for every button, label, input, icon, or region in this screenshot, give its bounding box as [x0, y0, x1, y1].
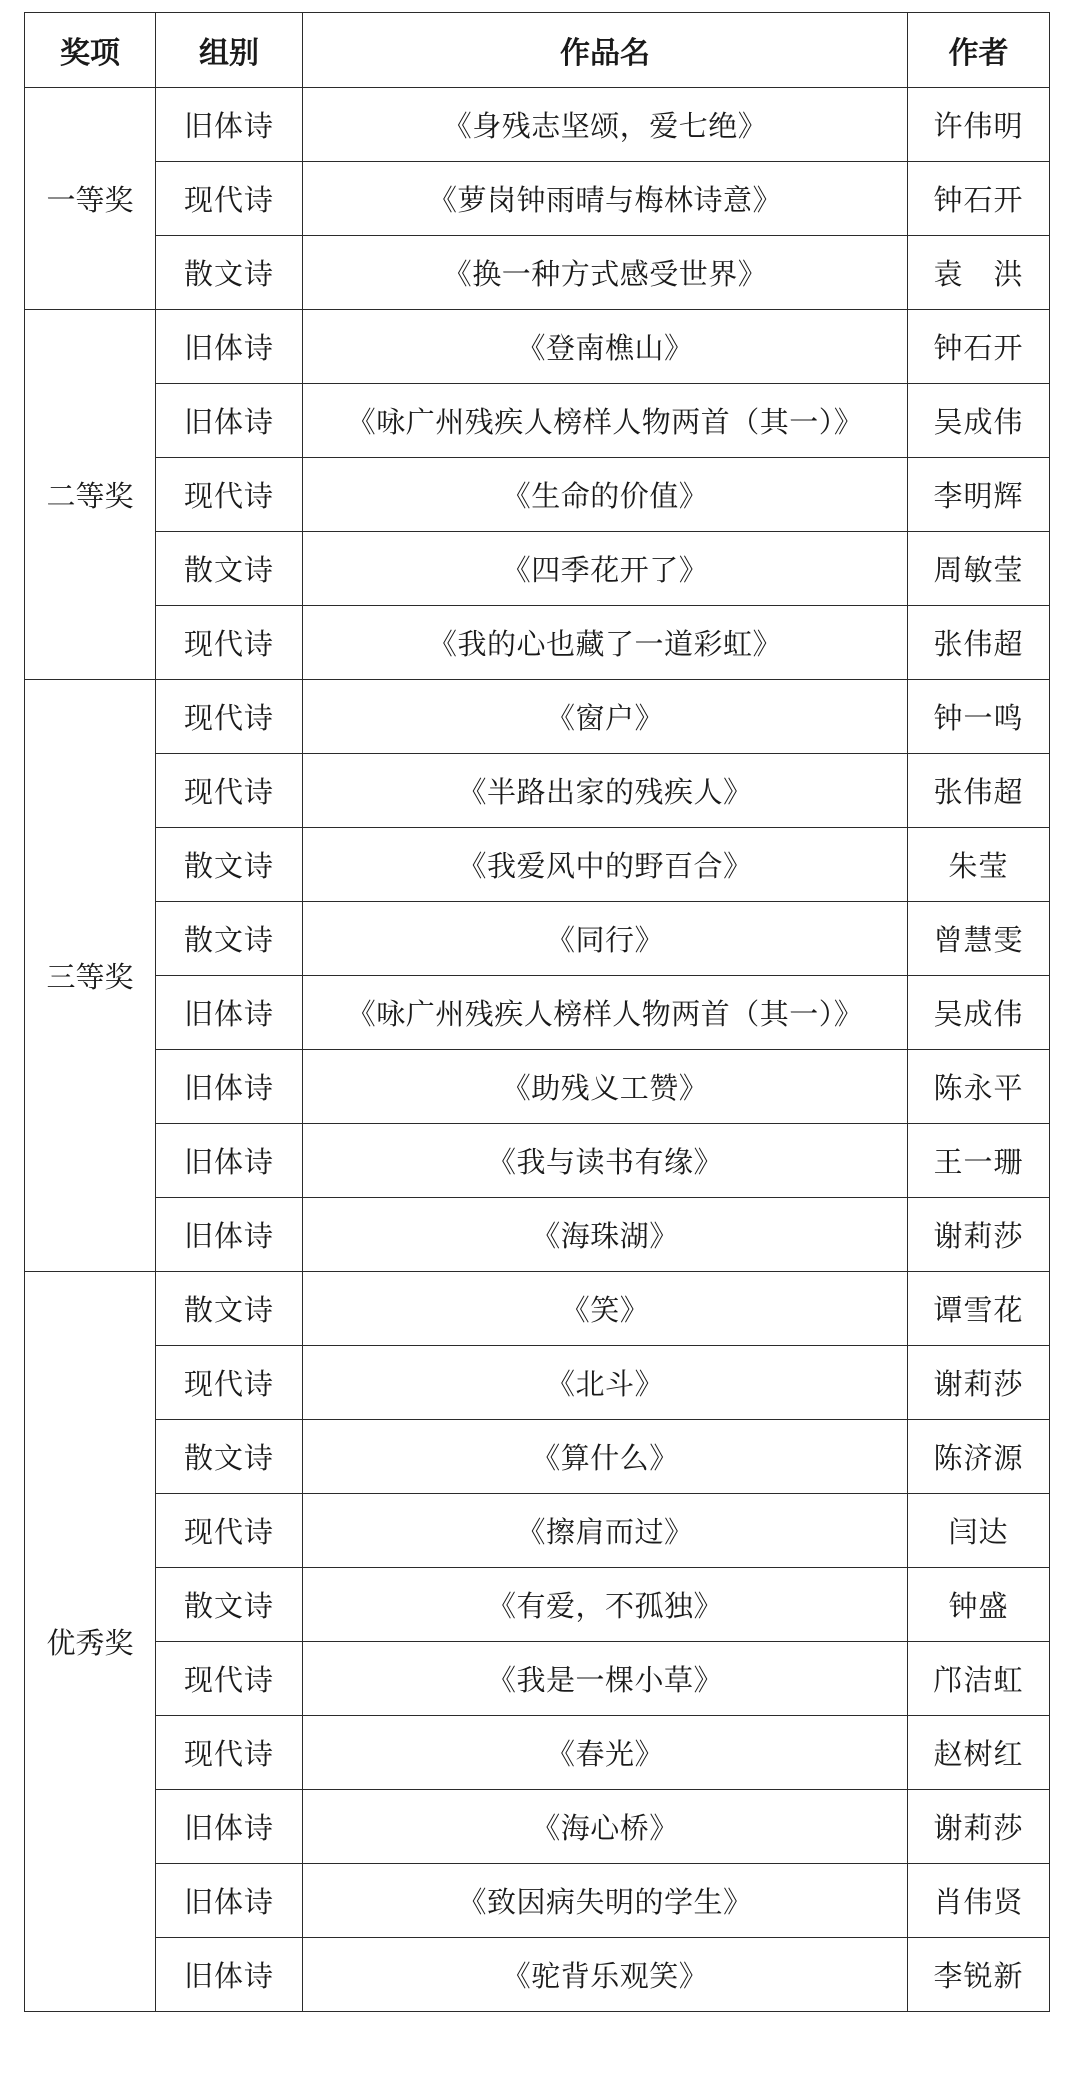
author-cell: 谢莉莎 — [908, 1790, 1050, 1864]
category-cell: 散文诗 — [156, 1420, 303, 1494]
category-cell: 现代诗 — [156, 162, 303, 236]
category-cell: 散文诗 — [156, 828, 303, 902]
table-row — [25, 1420, 1050, 1494]
work-title-cell: 《我与读书有缘》 — [303, 1124, 908, 1198]
header-author: 作者 — [908, 13, 1050, 88]
author-cell: 谭雪花 — [908, 1272, 1050, 1346]
category-cell: 现代诗 — [156, 1346, 303, 1420]
table-row — [25, 1642, 1050, 1716]
category-cell: 旧体诗 — [156, 1124, 303, 1198]
award-table — [24, 12, 1050, 2012]
category-cell: 现代诗 — [156, 1716, 303, 1790]
table-row — [25, 236, 1050, 310]
table-row — [25, 1050, 1050, 1124]
author-cell: 张伟超 — [908, 606, 1050, 680]
table-row — [25, 976, 1050, 1050]
author-cell: 钟石开 — [908, 162, 1050, 236]
work-title-cell: 《半路出家的残疾人》 — [303, 754, 908, 828]
author-cell: 陈永平 — [908, 1050, 1050, 1124]
work-title-cell: 《同行》 — [303, 902, 908, 976]
table-row — [25, 532, 1050, 606]
author-cell: 陈济源 — [908, 1420, 1050, 1494]
category-cell: 现代诗 — [156, 754, 303, 828]
author-cell: 钟盛 — [908, 1568, 1050, 1642]
work-title-cell: 《笑》 — [303, 1272, 908, 1346]
author-cell: 袁 洪 — [908, 236, 1050, 310]
category-cell: 旧体诗 — [156, 310, 303, 384]
author-cell: 钟石开 — [908, 310, 1050, 384]
work-title-cell: 《海珠湖》 — [303, 1198, 908, 1272]
work-title-cell: 《咏广州残疾人榜样人物两首（其一）》 — [303, 976, 908, 1050]
table-row — [25, 162, 1050, 236]
table-row — [25, 902, 1050, 976]
work-title-cell: 《算什么》 — [303, 1420, 908, 1494]
header-group: 组别 — [156, 13, 303, 88]
work-title-cell: 《萝岗钟雨晴与梅林诗意》 — [303, 162, 908, 236]
category-cell: 旧体诗 — [156, 1864, 303, 1938]
category-cell: 旧体诗 — [156, 88, 303, 162]
category-cell: 旧体诗 — [156, 1198, 303, 1272]
author-cell: 许伟明 — [908, 88, 1050, 162]
category-cell: 旧体诗 — [156, 384, 303, 458]
work-title-cell: 《换一种方式感受世界》 — [303, 236, 908, 310]
author-cell: 李明辉 — [908, 458, 1050, 532]
table-row — [25, 458, 1050, 532]
category-cell: 散文诗 — [156, 1272, 303, 1346]
header-award: 奖项 — [25, 13, 156, 88]
work-title-cell: 《有爱，不孤独》 — [303, 1568, 908, 1642]
work-title-cell: 《驼背乐观笑》 — [303, 1938, 908, 2012]
table-row — [25, 1124, 1050, 1198]
work-title-cell: 《咏广州残疾人榜样人物两首（其一）》 — [303, 384, 908, 458]
author-cell: 王一珊 — [908, 1124, 1050, 1198]
table-row — [25, 606, 1050, 680]
author-cell: 李锐新 — [908, 1938, 1050, 2012]
category-cell: 现代诗 — [156, 1642, 303, 1716]
table-row — [25, 384, 1050, 458]
table-body — [25, 88, 1050, 2012]
author-cell: 曾慧雯 — [908, 902, 1050, 976]
category-cell: 现代诗 — [156, 458, 303, 532]
category-cell: 散文诗 — [156, 1568, 303, 1642]
author-cell: 邝洁虹 — [908, 1642, 1050, 1716]
table-row — [25, 1568, 1050, 1642]
author-cell: 吴成伟 — [908, 384, 1050, 458]
category-cell: 散文诗 — [156, 902, 303, 976]
author-cell: 赵树红 — [908, 1716, 1050, 1790]
category-cell: 旧体诗 — [156, 1050, 303, 1124]
work-title-cell: 《助残义工赞》 — [303, 1050, 908, 1124]
work-title-cell: 《生命的价值》 — [303, 458, 908, 532]
table-row — [25, 88, 1050, 162]
work-title-cell: 《身残志坚颂，爱七绝》 — [303, 88, 908, 162]
table-row — [25, 1938, 1050, 2012]
author-cell: 张伟超 — [908, 754, 1050, 828]
category-cell: 现代诗 — [156, 680, 303, 754]
author-cell: 朱莹 — [908, 828, 1050, 902]
author-cell: 周敏莹 — [908, 532, 1050, 606]
category-cell: 散文诗 — [156, 236, 303, 310]
category-cell: 旧体诗 — [156, 976, 303, 1050]
category-cell: 旧体诗 — [156, 1938, 303, 2012]
category-cell: 旧体诗 — [156, 1790, 303, 1864]
table-row — [25, 1790, 1050, 1864]
work-title-cell: 《擦肩而过》 — [303, 1494, 908, 1568]
work-title-cell: 《我爱风中的野百合》 — [303, 828, 908, 902]
award-level-cell: 优秀奖 — [25, 1272, 156, 2012]
header-row — [25, 13, 1050, 88]
author-cell: 谢莉莎 — [908, 1346, 1050, 1420]
author-cell: 吴成伟 — [908, 976, 1050, 1050]
work-title-cell: 《四季花开了》 — [303, 532, 908, 606]
work-title-cell: 《我的心也藏了一道彩虹》 — [303, 606, 908, 680]
work-title-cell: 《海心桥》 — [303, 1790, 908, 1864]
table-row — [25, 680, 1050, 754]
category-cell: 现代诗 — [156, 606, 303, 680]
author-cell: 钟一鸣 — [908, 680, 1050, 754]
table-row — [25, 1198, 1050, 1272]
category-cell: 现代诗 — [156, 1494, 303, 1568]
table-row — [25, 754, 1050, 828]
work-title-cell: 《致因病失明的学生》 — [303, 1864, 908, 1938]
table-row — [25, 1272, 1050, 1346]
author-cell: 闫达 — [908, 1494, 1050, 1568]
work-title-cell: 《登南樵山》 — [303, 310, 908, 384]
table-row — [25, 1864, 1050, 1938]
award-level-cell: 一等奖 — [25, 88, 156, 310]
award-level-cell: 三等奖 — [25, 680, 156, 1272]
author-cell: 谢莉莎 — [908, 1198, 1050, 1272]
author-cell: 肖伟贤 — [908, 1864, 1050, 1938]
category-cell: 散文诗 — [156, 532, 303, 606]
table-row — [25, 828, 1050, 902]
award-level-cell: 二等奖 — [25, 310, 156, 680]
table-row — [25, 1716, 1050, 1790]
work-title-cell: 《窗户》 — [303, 680, 908, 754]
work-title-cell: 《我是一棵小草》 — [303, 1642, 908, 1716]
table-row — [25, 1494, 1050, 1568]
header-work: 作品名 — [303, 13, 908, 88]
work-title-cell: 《春光》 — [303, 1716, 908, 1790]
table-row — [25, 1346, 1050, 1420]
work-title-cell: 《北斗》 — [303, 1346, 908, 1420]
table-row — [25, 310, 1050, 384]
